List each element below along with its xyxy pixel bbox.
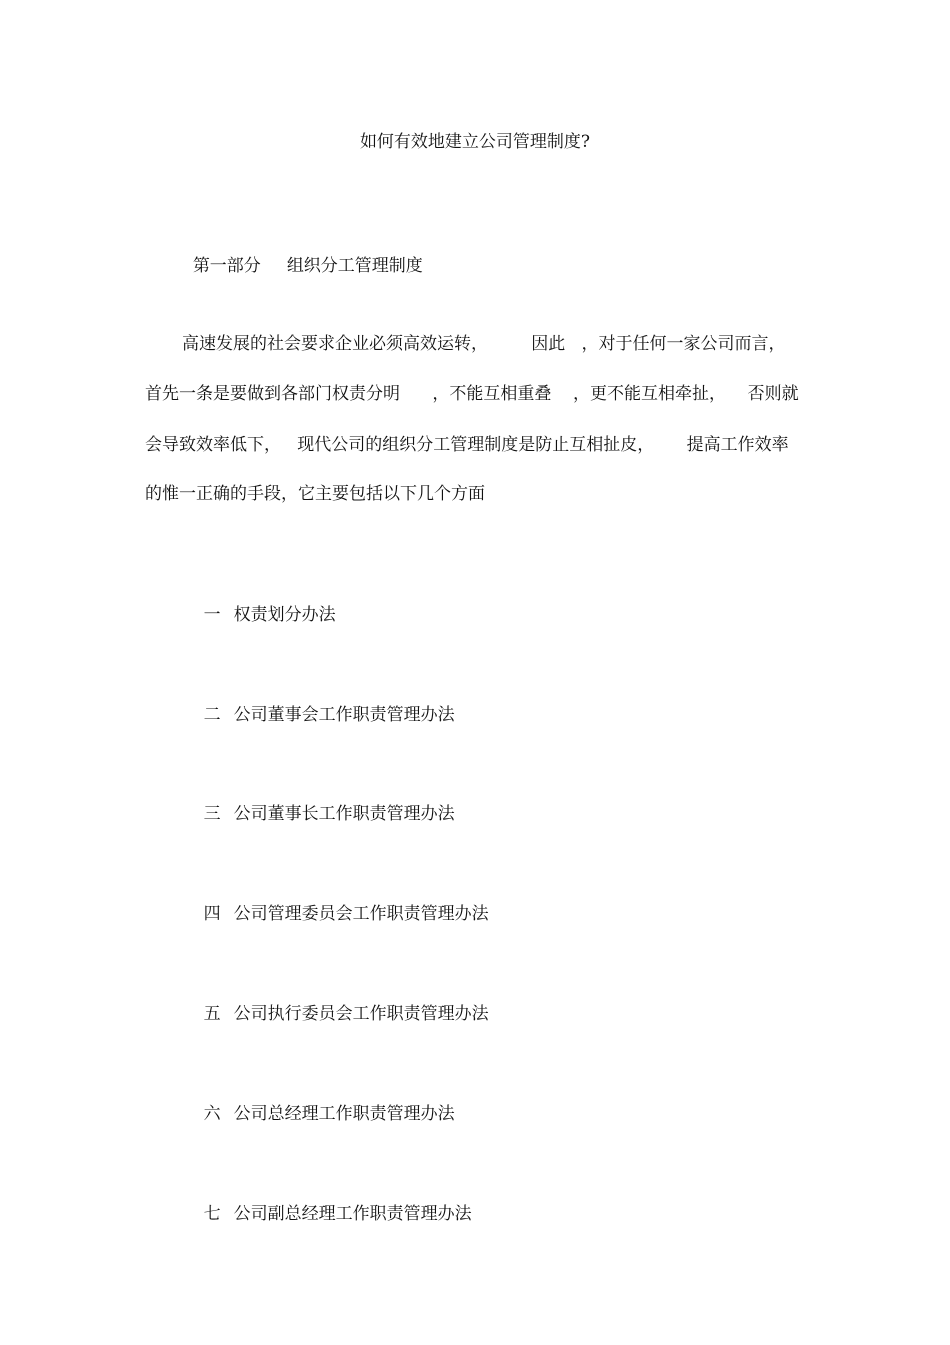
list-item bbox=[182, 1181, 472, 1247]
item-number: 五 bbox=[203, 1004, 221, 1024]
paragraph-line: 高速发展的社会要求企业必须高效运转， 因此 ，对于任何一家公司而言， bbox=[182, 334, 786, 354]
paragraph-line: 首先一条是要做到各部门权责分明 ，不能互相重叠 ，更不能互相牵扯， 否则就 bbox=[145, 384, 799, 404]
item-text: 公司董事长工作职责管理办法 bbox=[233, 804, 455, 824]
item-number: 一 bbox=[203, 605, 221, 625]
item-text: 权责划分办法 bbox=[233, 605, 336, 625]
item-number: 六 bbox=[203, 1104, 221, 1124]
item-number: 三 bbox=[203, 804, 221, 824]
list-item bbox=[182, 981, 489, 1047]
paragraph-line: 的惟一正确的手段，它主要包括以下几个方面 bbox=[145, 484, 485, 504]
item-number: 四 bbox=[203, 904, 221, 924]
document-title: 如何有效地建立公司管理制度? bbox=[359, 132, 591, 152]
item-text: 公司总经理工作职责管理办法 bbox=[233, 1104, 455, 1124]
section-label: 第一部分 bbox=[192, 256, 261, 276]
item-text: 公司执行委员会工作职责管理办法 bbox=[233, 1004, 489, 1024]
item-text: 公司管理委员会工作职责管理办法 bbox=[233, 904, 489, 924]
item-number: 七 bbox=[203, 1204, 221, 1224]
section-heading bbox=[182, 233, 423, 277]
list-item bbox=[182, 881, 489, 947]
item-text: 公司副总经理工作职责管理办法 bbox=[233, 1204, 472, 1224]
item-number: 二 bbox=[203, 705, 221, 725]
list-item bbox=[182, 582, 336, 648]
paragraph-line: 会导致效率低下， 现代公司的组织分工管理制度是防止互相扯皮， 提高工作效率 bbox=[145, 435, 789, 455]
list-item bbox=[182, 1081, 455, 1147]
list-item bbox=[182, 682, 455, 748]
section-title: 组织分工管理制度 bbox=[286, 256, 423, 276]
item-text: 公司董事会工作职责管理办法 bbox=[233, 705, 455, 725]
list-item bbox=[182, 781, 455, 847]
